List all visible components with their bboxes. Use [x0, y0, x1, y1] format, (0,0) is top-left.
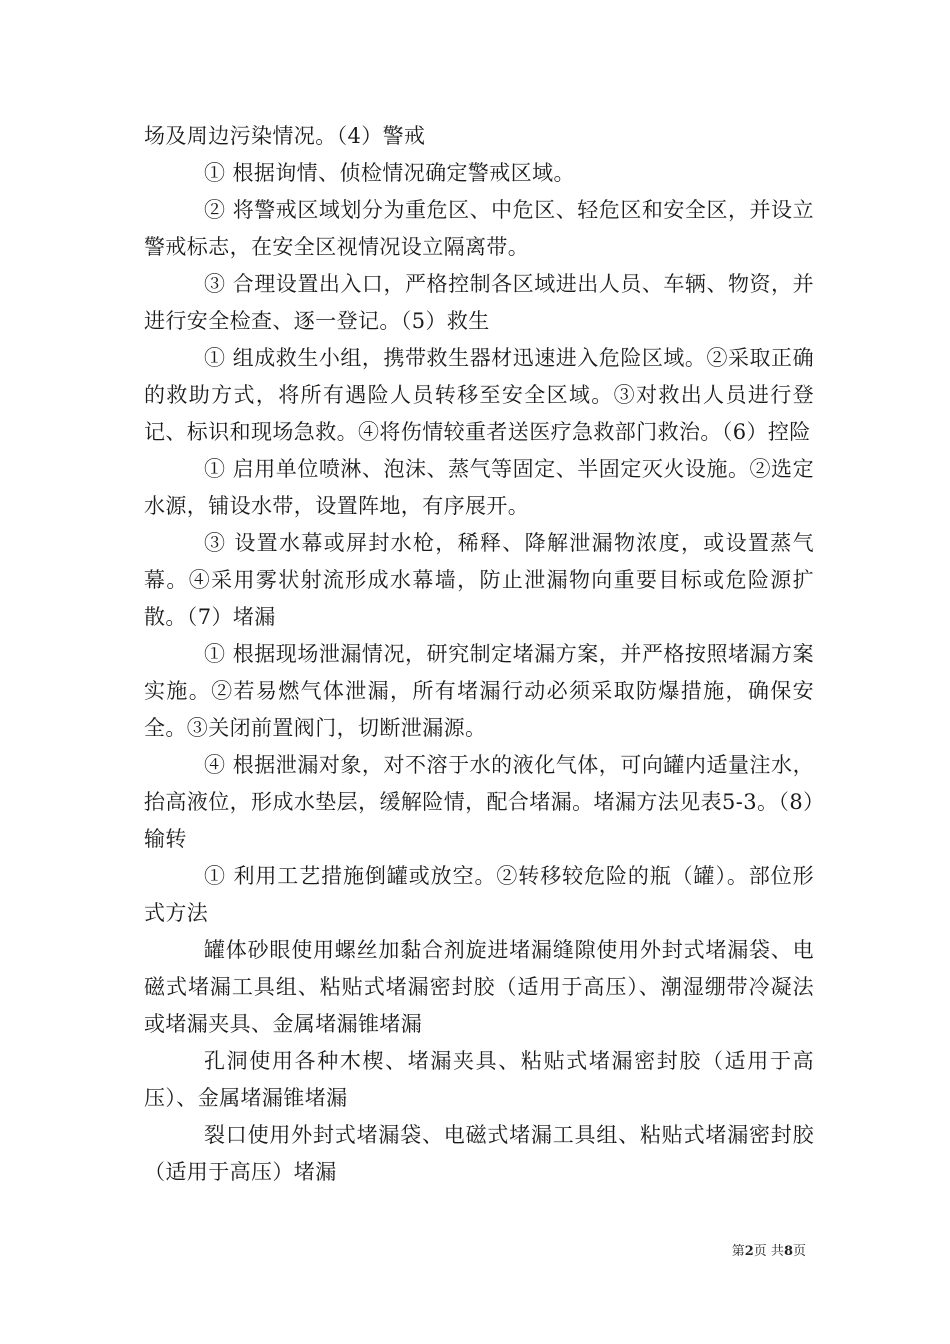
paragraph-7: ③ 设置水幕或屏封水枪，稀释、降解泄漏物浓度，或设置蒸气幕。④采用雾状射流形成水幕墙，防止泄漏物向重要目标或危险源扩散。（7）堵漏 [144, 531, 814, 629]
paragraph-9: ④ 根据泄漏对象，对不溶于水的液化气体，可向罐内适量注水，抬高液位，形成水垫层，缓解险情，配合堵漏。堵漏方法见表5-3。（8）输转 [144, 753, 814, 851]
paragraph-3: ② 将警戒区域划分为重危区、中危区、轻危区和安全区，并设立警戒标志，在安全区视情况设立隔离带。 [144, 198, 814, 259]
paragraph-13: 裂口使用外封式堵漏袋、电磁式堵漏工具组、粘贴式堵漏密封胶（适用于高压）堵漏 [144, 1123, 814, 1184]
paragraph-12: 孔洞使用各种木楔、堵漏夹具、粘贴式堵漏密封胶（适用于高压）、金属堵漏锥堵漏 [144, 1049, 814, 1110]
footer-suffix: 页 [792, 1244, 806, 1259]
footer-prefix: 第 [731, 1244, 745, 1259]
paragraph-11: 罐体砂眼使用螺丝加黏合剂旋进堵漏缝隙使用外封式堵漏袋、电磁式堵漏工具组、粘贴式堵漏密封胶（适用于高压）、潮湿绷带冷凝法或堵漏夹具、金属堵漏锥堵漏 [144, 938, 814, 1036]
footer-total-pages: 8 [783, 1244, 793, 1259]
paragraph-2: ① 根据询情、侦检情况确定警戒区域。 [204, 161, 575, 185]
footer-current-page: 2 [744, 1244, 754, 1259]
paragraph-1: 场及周边污染情况。（4）警戒 [144, 124, 426, 148]
document-body [144, 118, 814, 1191]
footer-middle: 页 共 [753, 1244, 784, 1259]
paragraph-10: ① 利用工艺措施倒罐或放空。②转移较危险的瓶（罐）。部位形式方法 [144, 864, 814, 925]
paragraph-8: ① 根据现场泄漏情况，研究制定堵漏方案，并严格按照堵漏方案实施。②若易燃气体泄漏，所有堵漏行动必须采取防爆措施，确保安全。③关闭前置阀门，切断泄漏源。 [144, 642, 814, 740]
page-footer [732, 1244, 806, 1260]
paragraph-5: ① 组成救生小组，携带救生器材迅速进入危险区域。②采取正确的救助方式，将所有遇险人员转移至安全区域。③对救出人员进行登记、标识和现场急救。④将伤情较重者送医疗急救部门救治。（6）控险 [144, 346, 814, 444]
paragraph-4: ③ 合理设置出入口，严格控制各区域进出人员、车辆、物资，并进行安全检查、逐一登记。（5）救生 [144, 272, 814, 333]
paragraph-6: ① 启用单位喷淋、泡沫、蒸气等固定、半固定灭火设施。②选定水源，铺设水带，设置阵地，有序展开。 [144, 457, 814, 518]
